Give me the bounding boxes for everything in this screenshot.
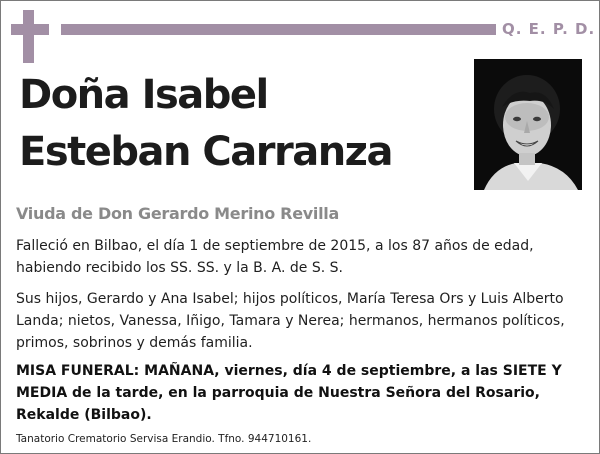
funeral-home-footer: Tanatorio Crematorio Servisa Erandio. Tfno. 944710161.: [16, 433, 312, 445]
death-notice-paragraph: Falleció en Bilbao, el día 1 de septiembre de 2015, a los 87 años de edad, habiendo recibido los SS. SS. y la B. A. de S. S.: [16, 238, 534, 276]
portrait-image: [474, 59, 582, 190]
portrait-photo: [474, 59, 582, 190]
cross-icon-arm: [11, 24, 49, 35]
qepd-label: Q. E. P. D.: [502, 20, 596, 38]
funeral-mass-paragraph: MISA FUNERAL: MAÑANA, viernes, día 4 de septiembre, a las SIETE Y MEDIA de la tarde, en la parroquia de Nuestra Señora del Rosario, Rekalde (Bilbao).: [16, 363, 562, 423]
family-paragraph: Sus hijos, Gerardo y Ana Isabel; hijos políticos, María Teresa Ors y Luis Alberto Landa; nietos, Vanessa, Iñigo, Tamara y Nerea; hermanos, hermanos políticos, primos, sobrinos y demás familia.: [16, 291, 565, 351]
widow-of-line: Viuda de Don Gerardo Merino Revilla: [16, 204, 339, 223]
cross-icon: [23, 10, 34, 63]
deceased-name: [19, 67, 459, 181]
name-line-1: Doña Isabel: [19, 72, 268, 118]
header-divider: [61, 24, 496, 35]
name-line-2: Esteban Carranza: [19, 129, 392, 175]
